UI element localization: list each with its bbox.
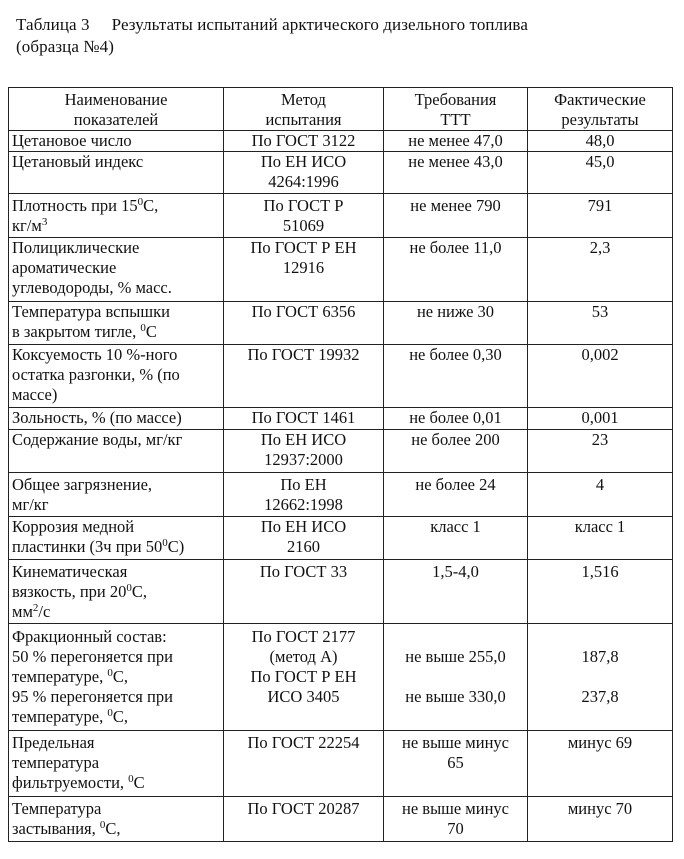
row-requirement: не более 0,01 [384, 408, 528, 430]
row-actual: минус 69 [528, 731, 673, 797]
row-requirement: не более 0,30 [384, 345, 528, 408]
row-method: По ГОСТ 6356 [224, 302, 384, 345]
row-method: По ГОСТ Р ЕН 12916 [224, 238, 384, 302]
row-name: Коксуемость 10 %-ного остатка разгонки, % (по массе) [9, 345, 224, 408]
row-name: Температура вспышки в закрытом тигле, $^0$С [9, 302, 224, 345]
row-actual: минус 70 [528, 797, 673, 842]
row-requirement: не выше минус 70 [384, 797, 528, 842]
header-actual: Фактические результаты [528, 88, 673, 131]
row-method: По ГОСТ 2177 (метод А) По ГОСТ Р ЕН ИСО 3405 [224, 624, 384, 731]
row-method: По ГОСТ 1461 [224, 408, 384, 430]
table-row [9, 152, 673, 194]
row-method: По ГОСТ 22254 [224, 731, 384, 797]
header-name: Наименование показателей [9, 88, 224, 131]
row-name: Коррозия медной пластинки (3ч при $50^0С$) [9, 517, 224, 560]
row-requirement: не более 200 [384, 430, 528, 473]
caption-line-1 [16, 14, 680, 36]
row-requirement: не выше минус 65 [384, 731, 528, 797]
row-actual: 23 [528, 430, 673, 473]
row-requirement: не менее 47,0 [384, 131, 528, 152]
table-row [9, 131, 673, 152]
row-actual: 187,8 237,8 [528, 624, 673, 731]
table-caption [16, 14, 680, 58]
row-method: По ГОСТ Р 51069 [224, 194, 384, 238]
table-number: Таблица 3 [16, 15, 90, 34]
row-name: Зольность, % (по массе) [9, 408, 224, 430]
row-requirement: не более 24 [384, 473, 528, 517]
row-method: По ЕН 12662:1998 [224, 473, 384, 517]
table-row [9, 430, 673, 473]
table-row [9, 473, 673, 517]
row-name: Предельная температура фильтруемости, $^0$С [9, 731, 224, 797]
row-actual: 791 [528, 194, 673, 238]
row-name: Содержание воды, мг/кг [9, 430, 224, 473]
row-actual: 4 [528, 473, 673, 517]
row-requirement: 1,5-4,0 [384, 560, 528, 624]
header-requirements: Требования ТТТ [384, 88, 528, 131]
table-row [9, 408, 673, 430]
header-row [9, 88, 673, 131]
row-method: По ГОСТ 19932 [224, 345, 384, 408]
table-row [9, 302, 673, 345]
row-requirement: класс 1 [384, 517, 528, 560]
row-name: Общее загрязнение, мг/кг [9, 473, 224, 517]
row-actual: класс 1 [528, 517, 673, 560]
row-actual: 1,516 [528, 560, 673, 624]
row-method: По ГОСТ 3122 [224, 131, 384, 152]
row-method: По ЕН ИСО 2160 [224, 517, 384, 560]
header-method: Метод испытания [224, 88, 384, 131]
row-name: Плотность при $15^0С$, $кг/м^3$ [9, 194, 224, 238]
row-requirement: не ниже 30 [384, 302, 528, 345]
results-table [8, 87, 673, 842]
row-actual: 2,3 [528, 238, 673, 302]
row-requirement: не менее 43,0 [384, 152, 528, 194]
row-requirement: не менее 790 [384, 194, 528, 238]
row-method: По ГОСТ 20287 [224, 797, 384, 842]
row-actual: 0,001 [528, 408, 673, 430]
table-row [9, 624, 673, 731]
table-row [9, 731, 673, 797]
row-method: По ЕН ИСО 4264:1996 [224, 152, 384, 194]
table-row [9, 238, 673, 302]
caption-sample: (образца №4) [16, 37, 115, 56]
table-row [9, 517, 673, 560]
row-name: Фракционный состав: 50 % перегоняется при температуре, $^0$С, 95 % перегоняется при температуре, $^0$С, [9, 624, 224, 731]
table-row [9, 797, 673, 842]
row-actual: 53 [528, 302, 673, 345]
row-actual: 0,002 [528, 345, 673, 408]
row-name: Температура застывания, $^0$С, [9, 797, 224, 842]
row-method: По ЕН ИСО 12937:2000 [224, 430, 384, 473]
row-name: Кинематическая вязкость, при $20^0С$, $мм^2/с$ [9, 560, 224, 624]
row-name: Полициклические ароматические углеводороды, % масс. [9, 238, 224, 302]
table-title: Результаты испытаний арктического дизельного топлива [111, 15, 528, 34]
row-actual: 48,0 [528, 131, 673, 152]
table-row [9, 194, 673, 238]
table-row [9, 560, 673, 624]
row-name: Цетановое число [9, 131, 224, 152]
row-actual: 45,0 [528, 152, 673, 194]
table-row [9, 345, 673, 408]
row-name: Цетановый индекс [9, 152, 224, 194]
row-requirement: не более 11,0 [384, 238, 528, 302]
row-requirement: не выше 255,0 не выше 330,0 [384, 624, 528, 731]
row-method: По ГОСТ 33 [224, 560, 384, 624]
